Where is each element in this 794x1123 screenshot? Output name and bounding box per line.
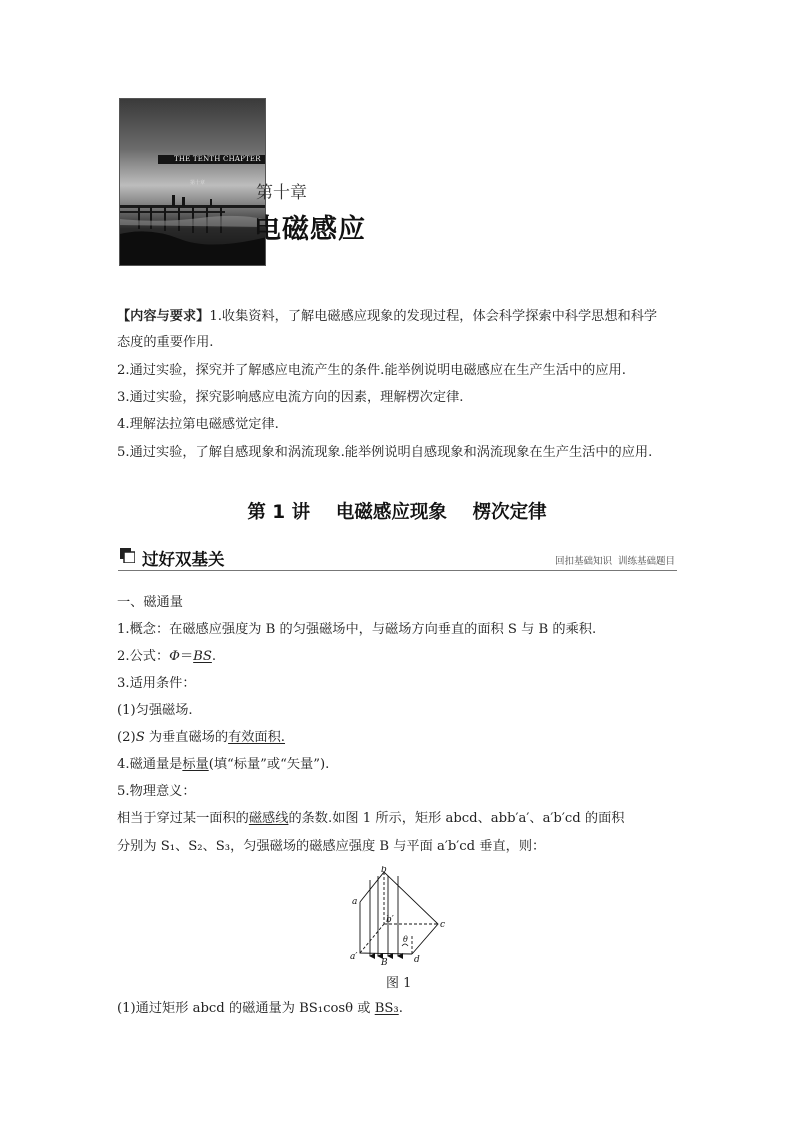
cover-mark: 第十章 (190, 180, 206, 186)
label-b: b (381, 866, 387, 875)
section-square-icon (120, 548, 135, 563)
physical-meaning-heading: 5.物理意义： (117, 784, 196, 799)
paragraph-line-1: 相当于穿过某一面积的磁感线的条数.如图 1 所示，矩形 abcd、abb′a′、a′b′cd 的面积 (117, 811, 625, 826)
question-1-answer: BS₃ (374, 1001, 399, 1016)
heading-magnetic-flux: 一、磁通量 (117, 595, 183, 610)
requirement-line-4: 4.理解法拉第电磁感觉定律. (117, 417, 279, 432)
effective-area-answer: 有效面积. (228, 730, 286, 745)
label-a: a (352, 897, 358, 907)
label-d: d (414, 955, 420, 965)
section-title: 过好双基关 (142, 550, 225, 569)
requirement-line-1: 【内容与要求】1.收集资料，了解电磁感应现象的发现过程，体会科学探索中科学思想和科学 (117, 309, 658, 324)
condition-heading: 3.适用条件： (117, 676, 196, 691)
requirement-line-3: 3.通过实验，探究影响感应电流方向的因素，理解楞次定律. (117, 390, 464, 405)
chapter-title: 电磁感应 (254, 214, 366, 245)
figure-1-diagram (348, 866, 448, 966)
label-theta: θ (403, 935, 408, 944)
label-b-prime: b′ (386, 915, 394, 925)
condition-1: (1)匀强磁场. (117, 703, 193, 718)
formula-line: 2.公式：Φ＝BS. (117, 649, 217, 664)
label-a-prime: a′ (350, 952, 358, 962)
condition-2: (2)S 为垂直磁场的有效面积. (117, 730, 286, 745)
chapter-label: 第十章 (256, 183, 307, 203)
label-B: B (381, 958, 388, 966)
requirement-line-5: 5.通过实验，了解自感现象和涡流现象.能举例说明自感现象和涡流现象在生产生活中的应用. (117, 445, 653, 460)
paragraph-line-2: 分别为 S₁、S₂、S₃，匀强磁场的磁感应强度 B 与平面 a′b′cd 垂直，则： (117, 839, 546, 854)
requirement-line-2: 2.通过实验，探究并了解感应电流产生的条件.能举例说明电磁感应在生产生活中的应用. (117, 363, 626, 378)
chapter-cover-image (119, 98, 266, 266)
formula-answer: BS (193, 649, 212, 664)
lesson-title: 第 1 讲 电磁感应现象 楞次定律 (247, 502, 547, 523)
requirement-tag: 【内容与要求】 (117, 309, 210, 324)
scalar-line: 4.磁通量是标量(填“标量”或“矢量”). (117, 757, 330, 772)
figure-caption: 图 1 (386, 976, 412, 991)
section-subtitle: 回扣基础知识 训练基础题目 (554, 556, 675, 567)
cover-band (158, 155, 266, 164)
label-c: c (440, 920, 446, 930)
question-1-line: (1)通过矩形 abcd 的磁通量为 BS₁cosθ 或 BS₃. (117, 1001, 403, 1016)
scalar-answer: 标量 (182, 757, 209, 772)
requirement-line-1b: 态度的重要作用. (117, 335, 214, 350)
cover-band-text: THE TENTH CHAPTER (174, 155, 261, 163)
section-header (118, 545, 677, 571)
field-lines-answer: 磁感线 (248, 811, 289, 826)
concept-line: 1.概念：在磁感应强度为 B 的匀强磁场中，与磁场方向垂直的面积 S 与 B 的乘积. (117, 622, 597, 637)
